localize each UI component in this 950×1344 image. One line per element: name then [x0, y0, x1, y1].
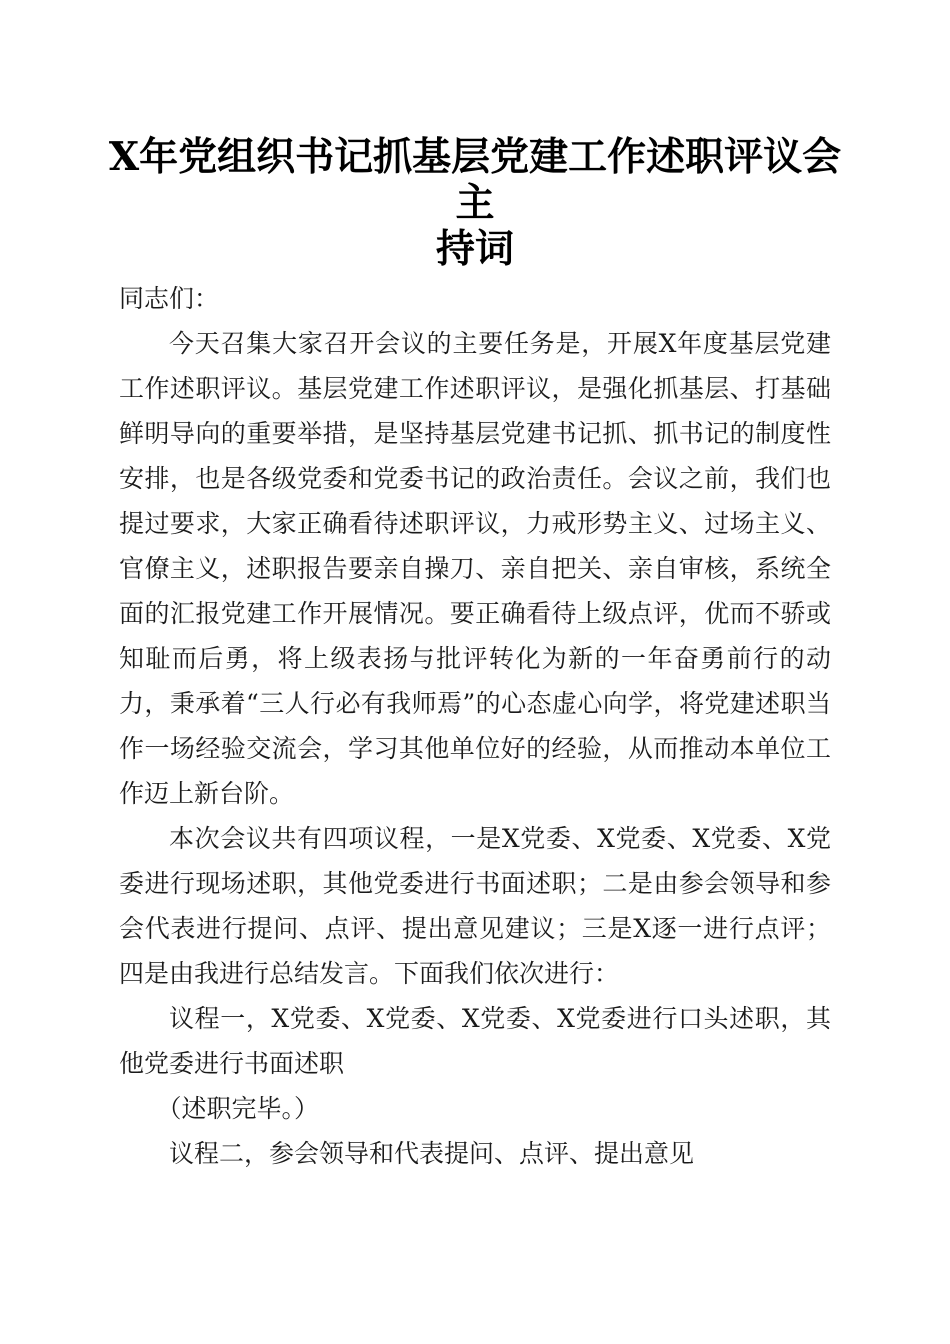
- paragraph-agenda-one: 议程一，X党委、X党委、X党委、X党委进行口头述职，其他党委进行书面述职: [119, 1004, 831, 1078]
- title-line-2: 持词: [435, 226, 514, 272]
- paragraph-agenda-overview: 本次会议共有四项议程，一是X党委、X党委、X党委、X党委进行现场述职，其他党委进行书面述职；二是由参会领导和参会代表进行提问、点评、提出意见建议；三是X逐一进行点评；四是由我进行总结发言。下面我们依次进行：: [119, 824, 831, 988]
- salutation: 同志们：: [119, 284, 220, 313]
- title-line-1: X年党组织书记抓基层党建工作述职评议会主: [108, 134, 842, 226]
- paragraph-agenda-two: 议程二，参会领导和代表提问、点评、提出意见: [169, 1139, 695, 1168]
- document-body: [119, 276, 831, 1176]
- document-title: [100, 134, 850, 272]
- paragraph-note: （述职完毕。）: [156, 1094, 320, 1123]
- paragraph-opening: 今天召集大家召开会议的主要任务是，开展X年度基层党建工作述职评议。基层党建工作述职评议，是强化抓基层、打基础鲜明导向的重要举措，是坚持基层党建书记抓、抓书记的制度性安排，也是各级党委和党委书记的政治责任。会议之前，我们也提过要求，大家正确看待述职评议，力戒形势主义、过场主义、官僚主义，述职报告要亲自操刀、亲自把关、亲自审核，系统全面的汇报党建工作开展情况。要正确看待上级点评，优而不骄或知耻而后勇，将上级表扬与批评转化为新的一年奋勇前行的动力，秉承着“三人行必有我师焉”的心态虚心向学，将党建述职当作一场经验交流会，学习其他单位好的经验，从而推动本单位工作迈上新台阶。: [119, 329, 831, 808]
